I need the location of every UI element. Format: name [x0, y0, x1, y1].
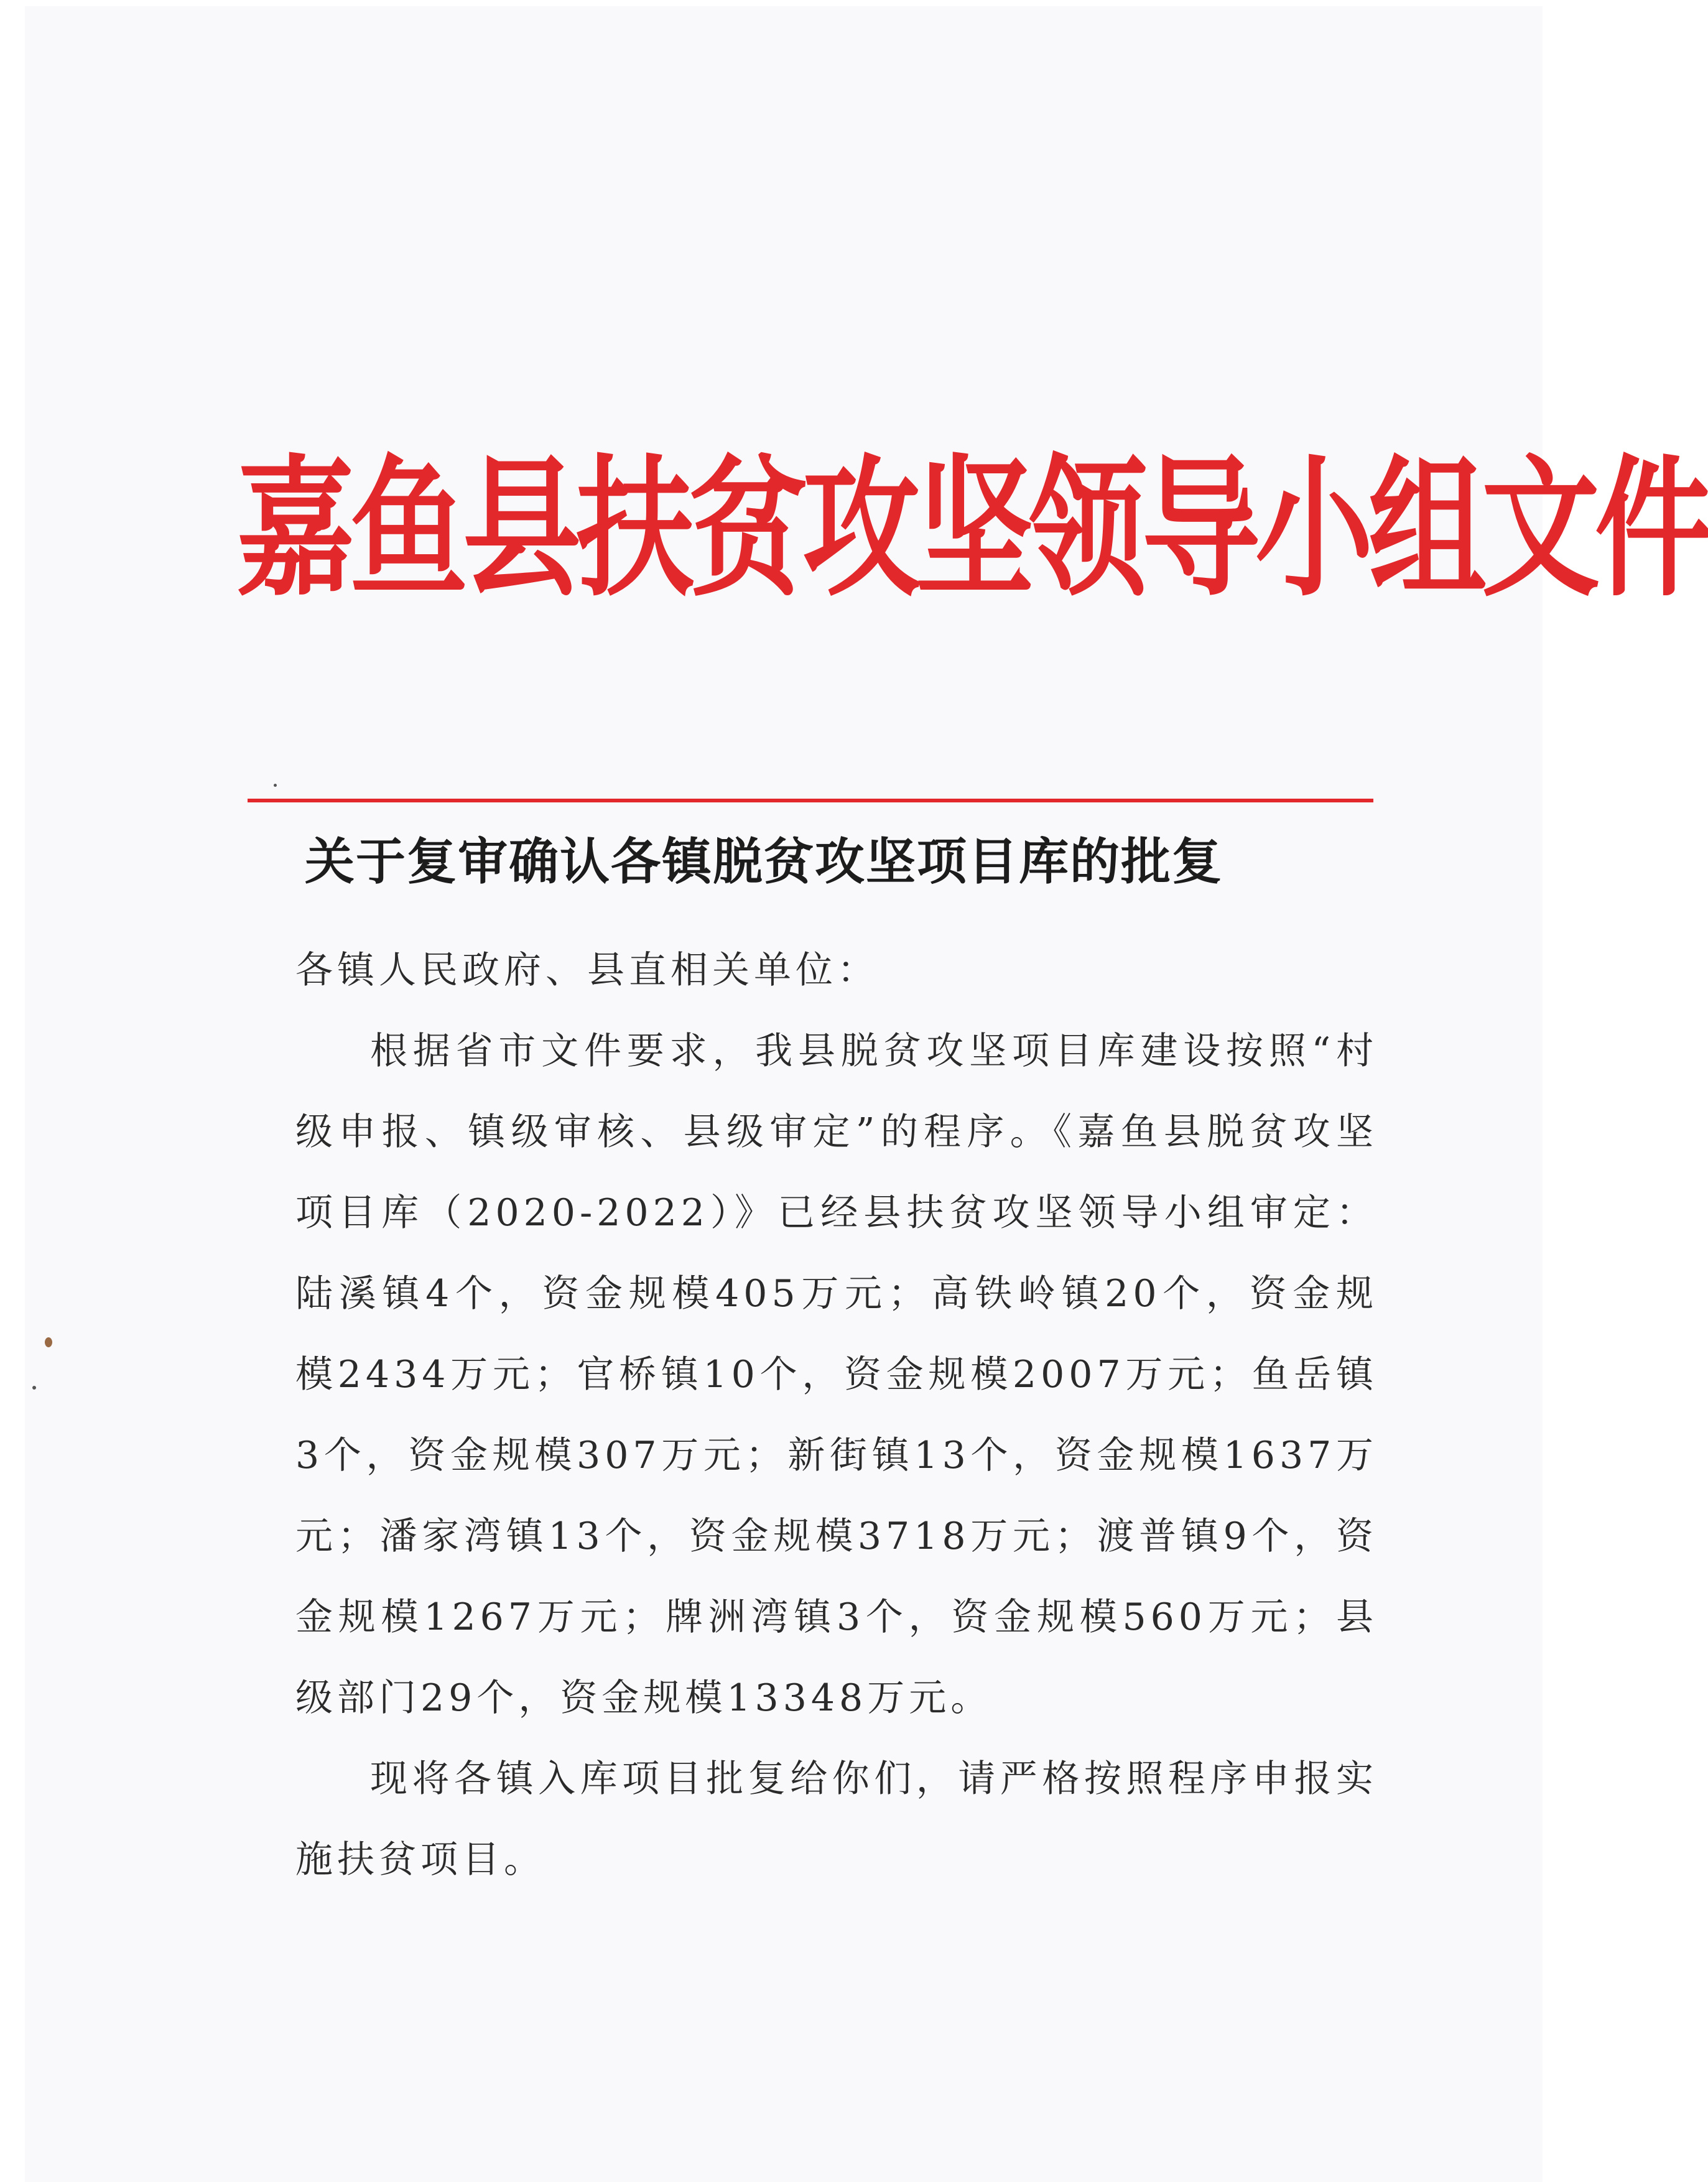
salutation: 各镇人民政府、县直相关单位： — [295, 949, 879, 992]
scan-left-margin — [0, 0, 25, 2182]
body-paragraph-closing: 现将各镇入库项目批复给你们，请严格按照程序申报实施扶贫项目。 — [295, 1757, 1378, 1882]
issuer-masthead: 嘉鱼县扶贫攻坚领导小组文件 — [236, 439, 1708, 618]
document-title: 关于复审确认各镇脱贫攻坚项目库的批复 — [305, 832, 1223, 891]
document-body — [295, 930, 1378, 1900]
body-paragraph-main: 根据省市文件要求，我县脱贫攻坚项目库建设按照“村级申报、镇级审核、县级审定”的程序。《嘉鱼县脱贫攻坚项目库（2020-2022）》已经县扶贫攻坚领导小组审定：陆溪镇4个，资金规模405万元；高铁岭镇20个，资金规模2434万元；官桥镇10个，资金规模2007万元；鱼岳镇3个，资金规模307万元；新街镇13个，资金规模1637万元；潘家湾镇13个，资金规模3718万元；渡普镇9个，资金规模1267万元；牌洲湾镇3个，资金规模560万元；县级部门29个，资金规模13348万元。 — [295, 1029, 1378, 1720]
masthead-divider — [248, 799, 1373, 802]
scan-speck — [45, 1337, 52, 1347]
scan-speck — [274, 784, 277, 787]
scan-speck — [32, 1386, 36, 1390]
